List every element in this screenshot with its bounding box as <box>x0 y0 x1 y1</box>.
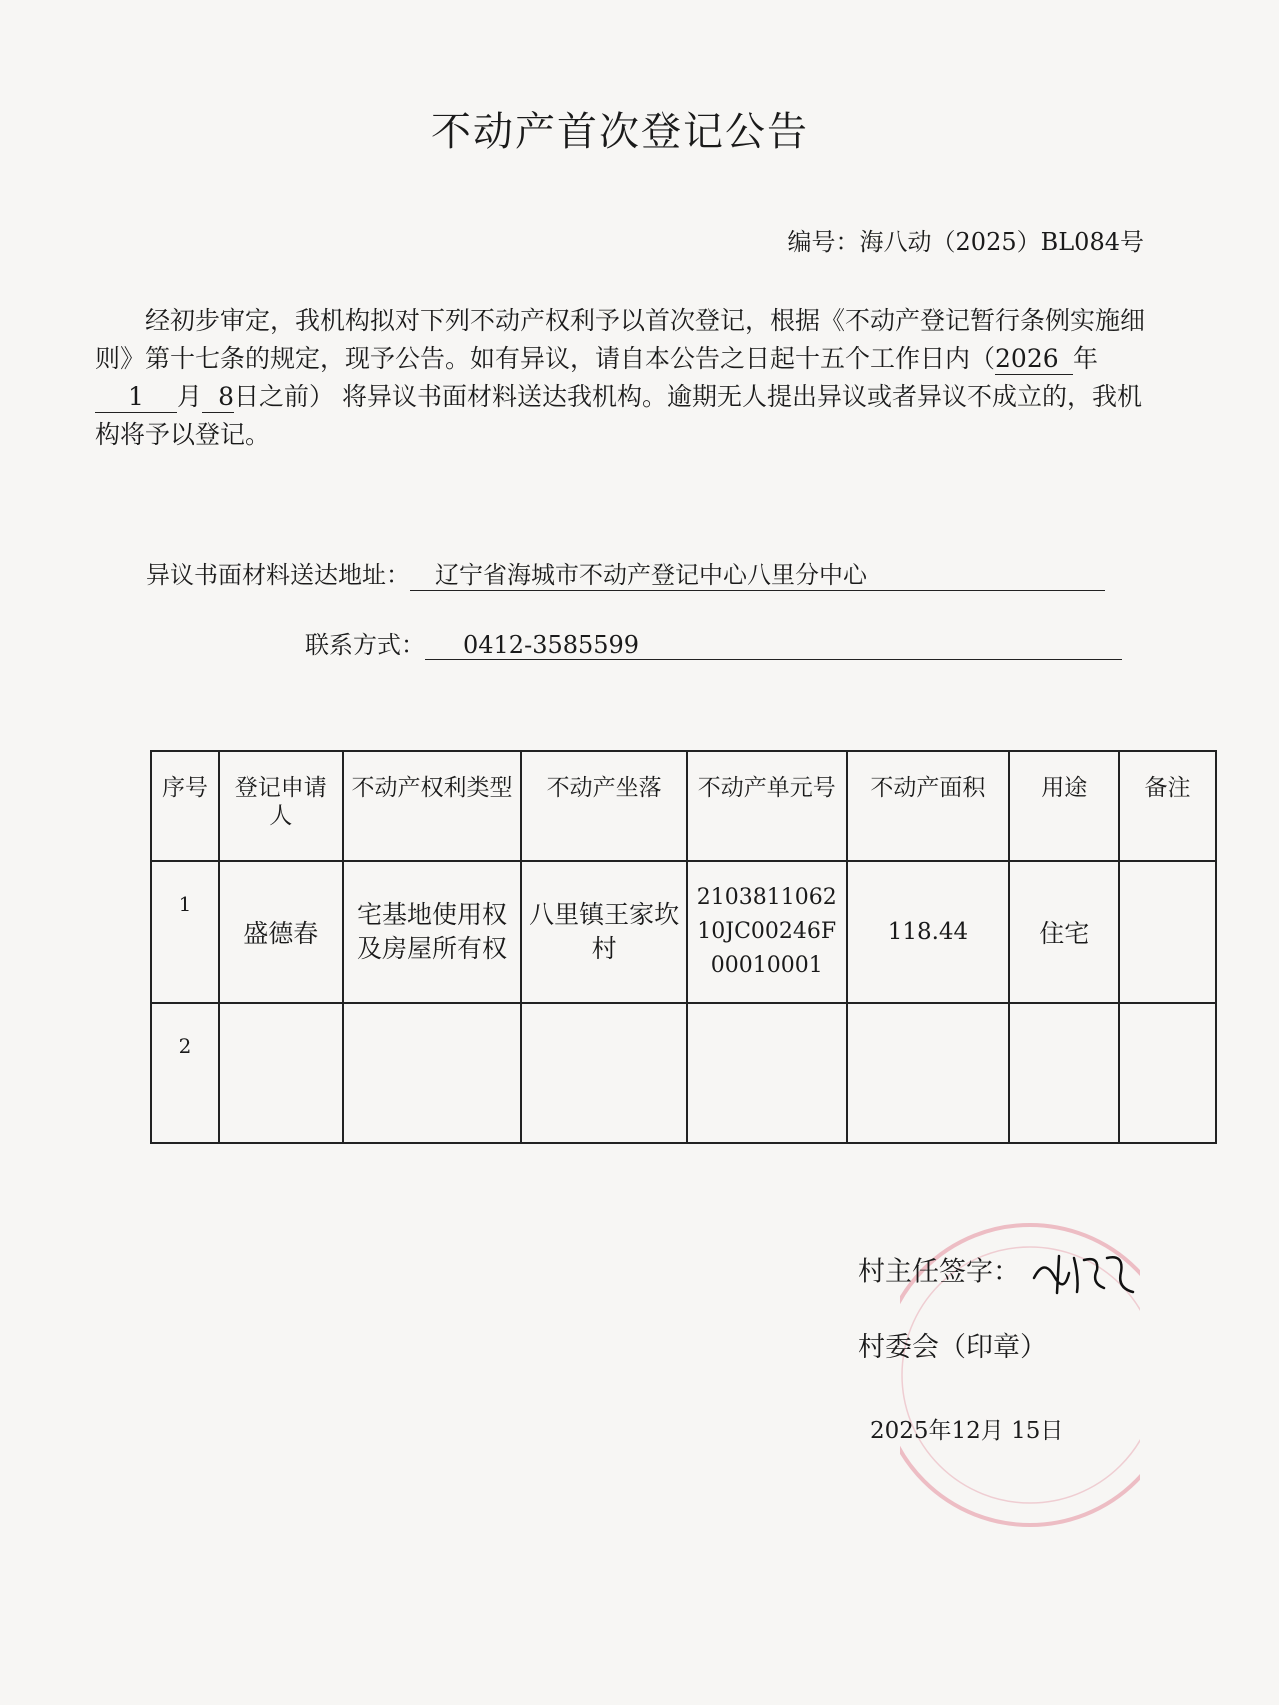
contact-value: 0412-3585599 <box>425 631 1122 660</box>
deadline-day: 8 <box>202 382 234 413</box>
stamp-label: 村委会（印章） <box>858 1332 1047 1363</box>
table-row <box>151 861 1216 1003</box>
header-cell: 不动产单元号 <box>687 751 847 861</box>
header-cell: 序号 <box>151 751 219 861</box>
header-cell: 不动产面积 <box>847 751 1010 861</box>
usage-cell: 住宅 <box>1009 861 1119 1003</box>
area-cell: 118.44 <box>847 861 1010 1003</box>
table-row <box>151 1003 1216 1143</box>
usage-cell <box>1009 1003 1119 1143</box>
header-cell: 备注 <box>1119 751 1216 861</box>
applicant-cell <box>219 1003 343 1143</box>
notice-body <box>95 302 1145 454</box>
right-type-cell: 宅基地使用权及房屋所有权 <box>343 861 522 1003</box>
header-cell: 用途 <box>1009 751 1119 861</box>
page-title: 不动产首次登记公告 <box>431 109 809 155</box>
contact-info <box>305 625 1122 660</box>
objection-address <box>146 555 1105 591</box>
applicant-cell: 盛德春 <box>219 861 343 1003</box>
unit-number-cell <box>687 1003 847 1143</box>
table-header-row <box>151 751 1216 861</box>
right-type-cell <box>343 1003 522 1143</box>
location-cell <box>521 1003 687 1143</box>
header-cell: 不动产权利类型 <box>343 751 522 861</box>
year-unit: 年 <box>1073 344 1099 373</box>
signature-label: 村主任签字： <box>858 1256 1020 1288</box>
deadline-year: 2026 <box>995 344 1073 375</box>
handwritten-signature <box>1029 1248 1139 1298</box>
location-cell: 八里镇王家坎村 <box>521 861 687 1003</box>
registration-table <box>150 750 1217 1144</box>
issue-date: 2025年12月 15日 <box>870 1418 1064 1444</box>
body-text-part2: 日之前） 将异议书面材料送达我机构。逾期无人提出异议或者异议不成立的，我机构将予以登记。 <box>95 382 1142 449</box>
remark-cell <box>1119 861 1216 1003</box>
unit-number-cell: 210381106210JC00246F00010001 <box>687 861 847 1003</box>
document-number: 编号：海八动（2025）BL084号 <box>787 228 1144 256</box>
deadline-month: 1 <box>95 382 177 413</box>
address-label: 异议书面材料送达地址： <box>146 561 410 589</box>
remark-cell <box>1119 1003 1216 1143</box>
contact-label: 联系方式： <box>305 631 425 659</box>
header-cell: 登记申请人 <box>219 751 343 861</box>
row-number: 1 <box>151 861 219 1003</box>
address-value: 辽宁省海城市不动产登记中心八里分中心 <box>410 555 1105 591</box>
body-text-part1: 经初步审定，我机构拟对下列不动产权利予以首次登记，根据《不动产登记暂行条例实施细则》第十七条的规定，现予公告。如有异议，请自本公告之日起十五个工作日内（ <box>95 306 1146 373</box>
row-number: 2 <box>151 1003 219 1143</box>
month-unit: 月 <box>177 382 203 411</box>
director-signature <box>858 1248 1139 1298</box>
area-cell <box>847 1003 1010 1143</box>
header-cell: 不动产坐落 <box>521 751 687 861</box>
